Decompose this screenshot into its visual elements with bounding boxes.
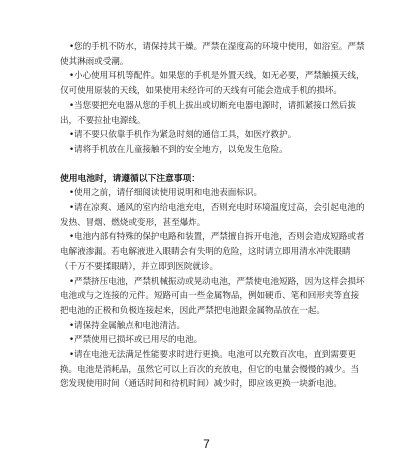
section-gap [60, 158, 366, 172]
paragraph-waterproof: •您的手机不防水，请保持其干燥。严禁在湿度高的环境中使用，如浴室。严禁使其淋雨或受潮。 [60, 42, 365, 67]
paragraph-charger-unplug: •当您要把充电器从您的手机上拔出或切断充电器电源时，请抓紧接口然后拔出，不要拉扯电源线。 [60, 100, 356, 126]
paragraph-charge-ventilated: •请在凉爽、通风的室内给电池充电，否则充电时环境温度过高，会引起电池的发热、冒烟、燃烧或变形，甚至爆炸。 [60, 203, 365, 228]
paragraph-clean-contacts: •请保持金属触点和电池清洁。 [69, 320, 186, 331]
paragraph-read-instructions: •使用之前，请仔细阅读使用说明和电池表面标识。 [69, 188, 262, 199]
paragraph-emergency: •请不要只依靠手机作为紧急时刻的通信工具，如医疗救护。 [69, 130, 297, 141]
paragraph-replace-battery: •请在电池无法满足性能要求时进行更换。电池可以充数百次电，直到需要更换。电池是消耗品，虽然它可以上百次的充放电，但它的电量会慢慢的减少。当您发现使用时间（通话时间和待机时间）减少时，即应该更换一块新电池。 [60, 350, 360, 390]
paragraph-damaged-battery: •严禁使用已损坏或已用尽的电池。 [69, 335, 203, 346]
page-content [60, 40, 366, 392]
battery-section-heading: 使用电池时，请遵循以下注意事项： [60, 173, 200, 184]
page-number: 7 [203, 437, 210, 451]
paragraph-accessories: •小心使用耳机等配件。如果您的手机是外置天线，如无必要，严禁触摸天线，仅可使用原装的天线，如果使用未经许可的天线有可能会造成手机的损坏。 [60, 71, 365, 97]
paragraph-children: •请将手机放在儿童接触不到的安全地方，以免发生危险。 [69, 144, 288, 155]
paragraph-protection-circuit: •电池内部有特殊的保护电路和装置，严禁擅自拆开电池，否则会造成短路或者电解液渗漏。若电解液进入眼睛会有失明的危险，这时请立即用清水冲洗眼睛（千万不要揉眼睛），并立即到医院就诊。 [60, 232, 365, 272]
paragraph-no-crush: •严禁挤压电池，严禁机械振动或晃动电池，严禁使电池短路，因为这样会损坏电池或与之连接的元件。短路可由一些金属物品，例如硬币、笔和回形夹等直接把电池的正极和负极连接起来，因此严禁把电池跟金属物品放在一起。 [60, 276, 365, 316]
